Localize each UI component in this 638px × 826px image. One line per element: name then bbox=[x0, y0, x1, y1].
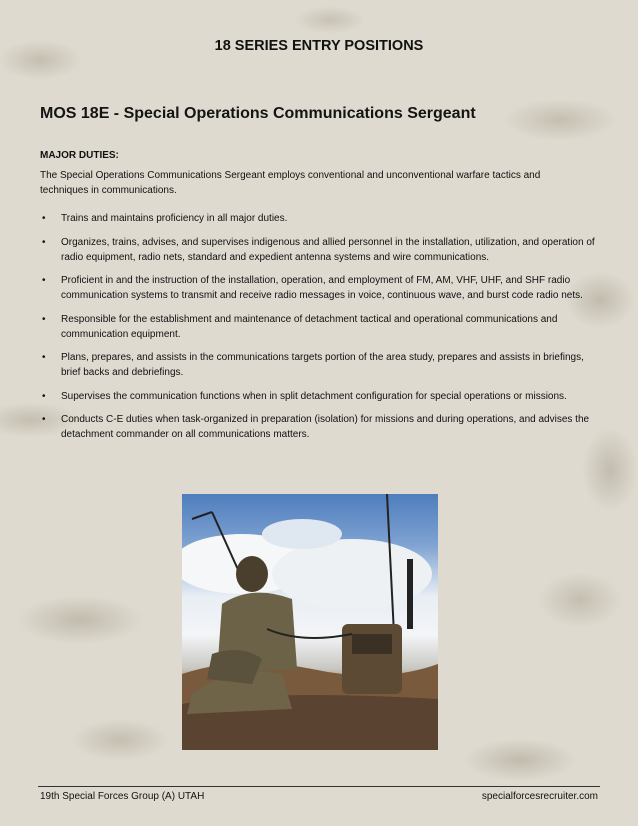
page-header-title: 18 SERIES ENTRY POSITIONS bbox=[214, 38, 424, 54]
bullet-icon: • bbox=[42, 236, 46, 248]
photo-illustration bbox=[182, 494, 438, 750]
list-item bbox=[40, 412, 595, 442]
duties-label: MAJOR DUTIES: bbox=[40, 150, 119, 161]
duty-text: Plans, prepares, and assists in the communications targets portion of the area study, prepares and assists in briefings, brief backs and debriefings. bbox=[61, 352, 584, 378]
duty-text: Responsible for the establishment and maintenance of detachment tactical and operational communications and communication equipment. bbox=[61, 313, 558, 340]
footer-organization: 19th Special Forces Group (A) UTAH bbox=[40, 791, 205, 802]
list-item bbox=[40, 312, 595, 342]
duty-text: Trains and maintains proficiency in all major duties. bbox=[61, 213, 288, 224]
soldier-radio-photo bbox=[182, 494, 438, 750]
list-item bbox=[40, 211, 595, 226]
duty-text: Organizes, trains, advises, and supervises indigenous and allied personnel in the installation, utilization, and operation of radio equipment, radio nets, standard and expedient antenna systems and wire communications. bbox=[61, 236, 595, 263]
bullet-icon: • bbox=[42, 313, 46, 325]
bullet-icon: • bbox=[42, 275, 46, 286]
duty-text: Conducts C-E duties when task-organized in preparation (isolation) for missions and during operations, and advises the detachment commander on all communications matters. bbox=[61, 414, 590, 440]
bullet-icon: • bbox=[42, 390, 46, 402]
bullet-icon: • bbox=[42, 213, 46, 224]
list-item bbox=[40, 235, 595, 265]
intro-paragraph: The Special Operations Communications Sergeant employs conventional and unconventional warfare tactics and techniques in communications. bbox=[40, 170, 541, 196]
duties-list bbox=[40, 211, 595, 451]
duty-text: Proficient in and the instruction of the installation, operation, and employment of FM, AM, VHF, UHF, and SHF radio communication systems to transmit and receive radio messages in voice, continuous wave, and burst code radio nets. bbox=[61, 275, 583, 301]
footer-divider bbox=[38, 786, 600, 787]
list-item bbox=[40, 273, 595, 303]
bullet-icon: • bbox=[42, 414, 46, 425]
bullet-icon: • bbox=[42, 352, 46, 363]
section-title: MOS 18E - Special Operations Communications Sergeant bbox=[40, 105, 476, 122]
footer-website: specialforcesrecruiter.com bbox=[481, 791, 598, 802]
duty-text: Supervises the communication functions when in split detachment configuration for special operations or missions. bbox=[61, 390, 567, 402]
list-item bbox=[40, 389, 595, 404]
list-item bbox=[40, 350, 595, 380]
